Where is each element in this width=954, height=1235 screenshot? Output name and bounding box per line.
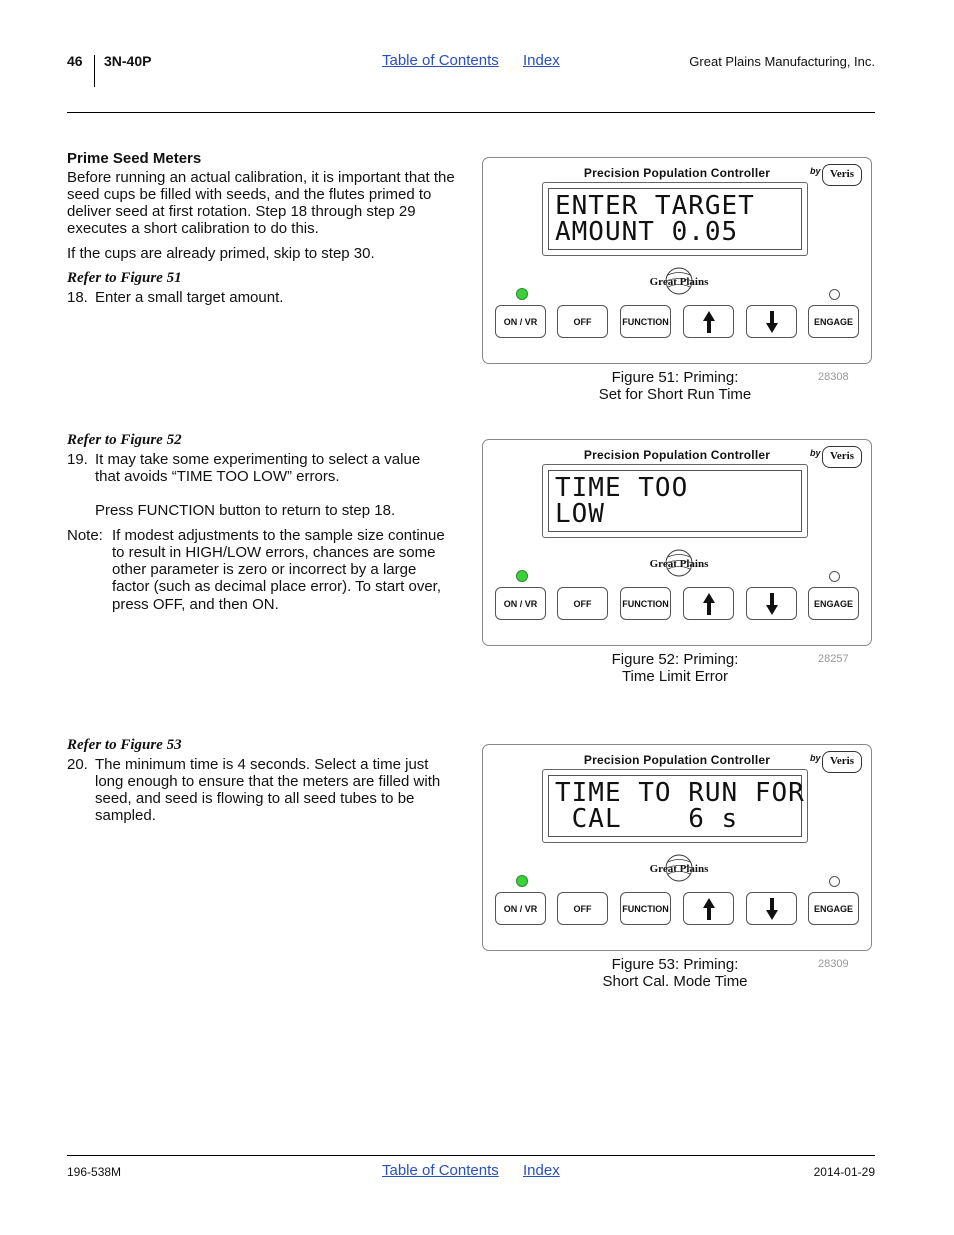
engage-button[interactable] [808,587,859,620]
veris-logo [822,164,862,186]
button-label: ENGAGE [813,316,853,327]
great-plains-logo [640,853,718,883]
footer-index-link[interactable]: Index [523,1162,560,1179]
status-led-green [516,570,528,582]
lcd-screen [548,775,805,837]
step-text: The minimum time is 4 seconds. Select a time just [95,756,429,773]
doc-number: 196-538M [67,1165,122,1179]
step-text: sampled. [95,807,156,824]
button-label: ON / VR [503,316,538,327]
figure-id: 28257 [818,653,849,665]
veris-logo [822,446,862,468]
page-number: 46 [67,53,83,69]
up-arrow-button[interactable] [683,305,734,338]
button-label: OFF [573,598,592,609]
lcd-line-2: CAL 6 s [555,804,739,834]
button-label: FUNCTION [622,903,669,914]
caption-line-2: Short Cal. Mode Time [602,973,748,990]
header-rule [67,112,875,113]
caption-line-1: Figure 53: Priming: [611,956,739,973]
figure-reference: Refer to Figure 53 [67,737,182,753]
function-button[interactable] [620,892,671,925]
up-arrow-icon [702,896,716,922]
lcd-line-1: TIME TO RUN FOR [555,778,805,808]
veris-logo-text: Veris [829,450,855,462]
up-arrow-icon [702,591,716,617]
lcd-screen [548,470,802,532]
lcd-display [542,769,808,843]
step-number: 18. [67,289,88,306]
great-plains-logo [640,266,718,296]
on-vr-button[interactable] [495,305,546,338]
note-text: If modest adjustments to the sample size continue [112,527,445,544]
note-text: press OFF, and then ON. [112,596,279,613]
button-label: ON / VR [503,598,538,609]
step-text: long enough to ensure that the meters are filled with [95,773,441,790]
lcd-display [542,464,808,538]
caption-line-2: Set for Short Run Time [598,386,752,403]
header-toc-link[interactable]: Table of Contents [382,52,499,69]
note-text: factor (such as decimal place error). To start over, [112,578,442,595]
status-led-off [829,571,840,582]
figure-caption [575,369,775,403]
note-label: Note: [67,527,103,544]
panel-title: Precision Population Controller [583,166,771,180]
up-arrow-button[interactable] [683,587,734,620]
up-arrow-icon [702,309,716,335]
doc-date: 2014-01-29 [813,1165,875,1179]
down-arrow-button[interactable] [746,305,797,338]
skip-note: If the cups are already primed, skip to step 30. [67,245,375,262]
status-led-off [829,289,840,300]
caption-line-1: Figure 51: Priming: [611,369,739,386]
step-text: that avoids “TIME TOO LOW” errors. [95,468,340,485]
off-button[interactable] [557,587,608,620]
down-arrow-button[interactable] [746,587,797,620]
panel-title: Precision Population Controller [583,753,771,767]
button-label: OFF [573,316,592,327]
section-intro: Before running an actual calibration, it is important that the seed cups be filled with seeds, and the flutes primed to deliver seed at first rotation. Step 18 through step 29 executes a short calibration to do this. [67,169,455,237]
down-arrow-icon [765,309,779,335]
controller-panel [482,439,872,646]
by-label: by [810,448,821,458]
lcd-line-2: AMOUNT 0.05 [555,217,739,247]
button-label: FUNCTION [622,316,669,327]
figure-id: 28308 [818,371,849,383]
down-arrow-button[interactable] [746,892,797,925]
engage-button[interactable] [808,892,859,925]
figure-reference: Refer to Figure 52 [67,432,182,448]
step-instruction: Press FUNCTION button to return to step 18. [95,502,396,519]
model-name: 3N-40P [104,53,152,69]
great-plains-logo-text: Great Plains [649,558,709,570]
button-label: ON / VR [503,903,538,914]
panel-title: Precision Population Controller [583,448,771,462]
status-led-green [516,875,528,887]
status-led-green [516,288,528,300]
step-text: Enter a small target amount. [95,289,284,306]
down-arrow-icon [765,591,779,617]
lcd-screen [548,188,802,250]
off-button[interactable] [557,892,608,925]
lcd-display [542,182,808,256]
footer-toc-link[interactable]: Table of Contents [382,1162,499,1179]
engage-button[interactable] [808,305,859,338]
great-plains-logo-text: Great Plains [649,863,709,875]
controller-panel [482,744,872,951]
note-text: other parameter is zero or incorrect by a large [112,561,417,578]
up-arrow-button[interactable] [683,892,734,925]
great-plains-logo-text: Great Plains [649,276,709,288]
great-plains-logo [640,548,718,578]
header-index-link[interactable]: Index [523,52,560,69]
down-arrow-icon [765,896,779,922]
lcd-line-1: ENTER TARGET [555,191,755,221]
veris-logo [822,751,862,773]
figure-caption [575,956,775,990]
veris-logo-text: Veris [829,755,855,767]
on-vr-button[interactable] [495,587,546,620]
company-name: Great Plains Manufacturing, Inc. [689,54,875,69]
off-button[interactable] [557,305,608,338]
by-label: by [810,753,821,763]
section-title: Prime Seed Meters [67,150,202,167]
button-label: FUNCTION [622,598,669,609]
figure-caption [575,651,775,685]
figure-id: 28309 [818,958,849,970]
lcd-line-1: TIME TOO [555,473,689,503]
button-label: ENGAGE [813,903,853,914]
caption-line-2: Time Limit Error [621,668,729,685]
button-label: ENGAGE [813,598,853,609]
footer-rule [67,1155,875,1156]
step-number: 20. [67,756,88,773]
veris-logo-text: Veris [829,168,855,180]
figure-reference: Refer to Figure 51 [67,270,182,286]
status-led-off [829,876,840,887]
on-vr-button[interactable] [495,892,546,925]
step-number: 19. [67,451,88,468]
header-divider [94,55,95,87]
step-text: seed, and seed is flowing to all seed tubes to be [95,790,415,807]
note-text: to result in HIGH/LOW errors, chances are some [112,544,436,561]
button-label: OFF [573,903,592,914]
function-button[interactable] [620,587,671,620]
lcd-line-2: LOW [555,499,605,529]
step-text: It may take some experimenting to select a value [95,451,421,468]
caption-line-1: Figure 52: Priming: [611,651,739,668]
by-label: by [810,166,821,176]
controller-panel [482,157,872,364]
function-button[interactable] [620,305,671,338]
